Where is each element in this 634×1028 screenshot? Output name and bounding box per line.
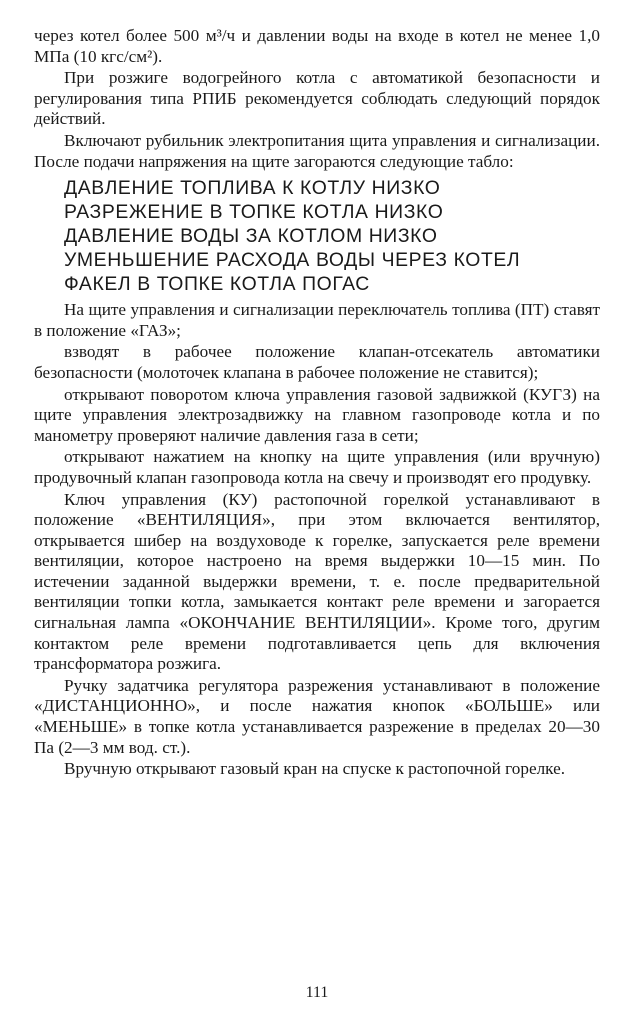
paragraph: открывают поворотом ключа управления газовой задвижкой (КУГЗ) на щите управления электрозадвижку на главном газопроводе котла и по манометру проверяют наличие давления газа в сети; bbox=[34, 384, 600, 445]
tablo-item: РАЗРЕЖЕНИЕ В ТОПКЕ КОТЛА НИЗКО bbox=[64, 201, 444, 224]
paragraph: через котел более 500 м³/ч и давлении воды на входе в котел не менее 1,0 МПа (10 кгс/см²). bbox=[34, 26, 600, 66]
paragraph: При розжиге водогрейного котла с автоматикой безопасности и регулирования типа РПИБ рекомендуется соблюдать следующий порядок действий. bbox=[34, 68, 600, 129]
page-body bbox=[34, 26, 600, 780]
paragraph: Ручку задатчика регулятора разрежения устанавливают в положение «ДИСТАНЦИОННО», и после нажатия кнопок «БОЛЬШЕ» или «МЕНЬШЕ» в топке котла устанавливается разрежение в пределах 20—30 Па (2—3 мм вод. ст.). bbox=[34, 675, 600, 757]
tablo-item: ДАВЛЕНИЕ ВОДЫ ЗА КОТЛОМ НИЗКО bbox=[64, 225, 438, 248]
tablo-item: УМЕНЬШЕНИЕ РАСХОДА ВОДЫ ЧЕРЕЗ КОТЕЛ bbox=[64, 249, 521, 272]
paragraph: взводят в рабочее положение клапан-отсекатель автоматики безопасности (молоточек клапана в рабочее положение не ставится); bbox=[34, 342, 600, 382]
tablo-item: ДАВЛЕНИЕ ТОПЛИВА К КОТЛУ НИЗКО bbox=[64, 177, 441, 200]
paragraph: Включают рубильник электропитания щита управления и сигнализации. После подачи напряжения на щите загораются следующие табло: bbox=[34, 130, 600, 171]
tablo-list bbox=[64, 176, 600, 296]
paragraph: открывают нажатием на кнопку на щите управления (или вручную) продувочный клапан газопровода котла на свечу и производят его продувку. bbox=[34, 447, 600, 487]
paragraph: Вручную открывают газовый кран на спуске к растопочной горелке. bbox=[64, 759, 566, 779]
paragraph: Ключ управления (КУ) растопочной горелкой устанавливают в положение «ВЕНТИЛЯЦИЯ», при этом включается вентилятор, открывается шибер на воздуховоде к горелке, запускается реле времени вентиляции, которое настроено на время выдержки 10—15 мин. По истечении заданной выдержки времени, т. е. после предварительной вентиляции топки котла, замыкается контакт реле времени и загорается сигнальная лампа «ОКОНЧАНИЕ ВЕНТИЛЯЦИИ». Кроме того, другим контактом реле времени подготавливается цепь для включения трансформатора розжига. bbox=[34, 489, 600, 674]
paragraph: На щите управления и сигнализации переключатель топлива (ПТ) ставят в положение «ГАЗ»; bbox=[34, 300, 600, 340]
tablo-item: ФАКЕЛ В ТОПКЕ КОТЛА ПОГАС bbox=[64, 273, 370, 296]
page-number: 111 bbox=[305, 984, 329, 1001]
